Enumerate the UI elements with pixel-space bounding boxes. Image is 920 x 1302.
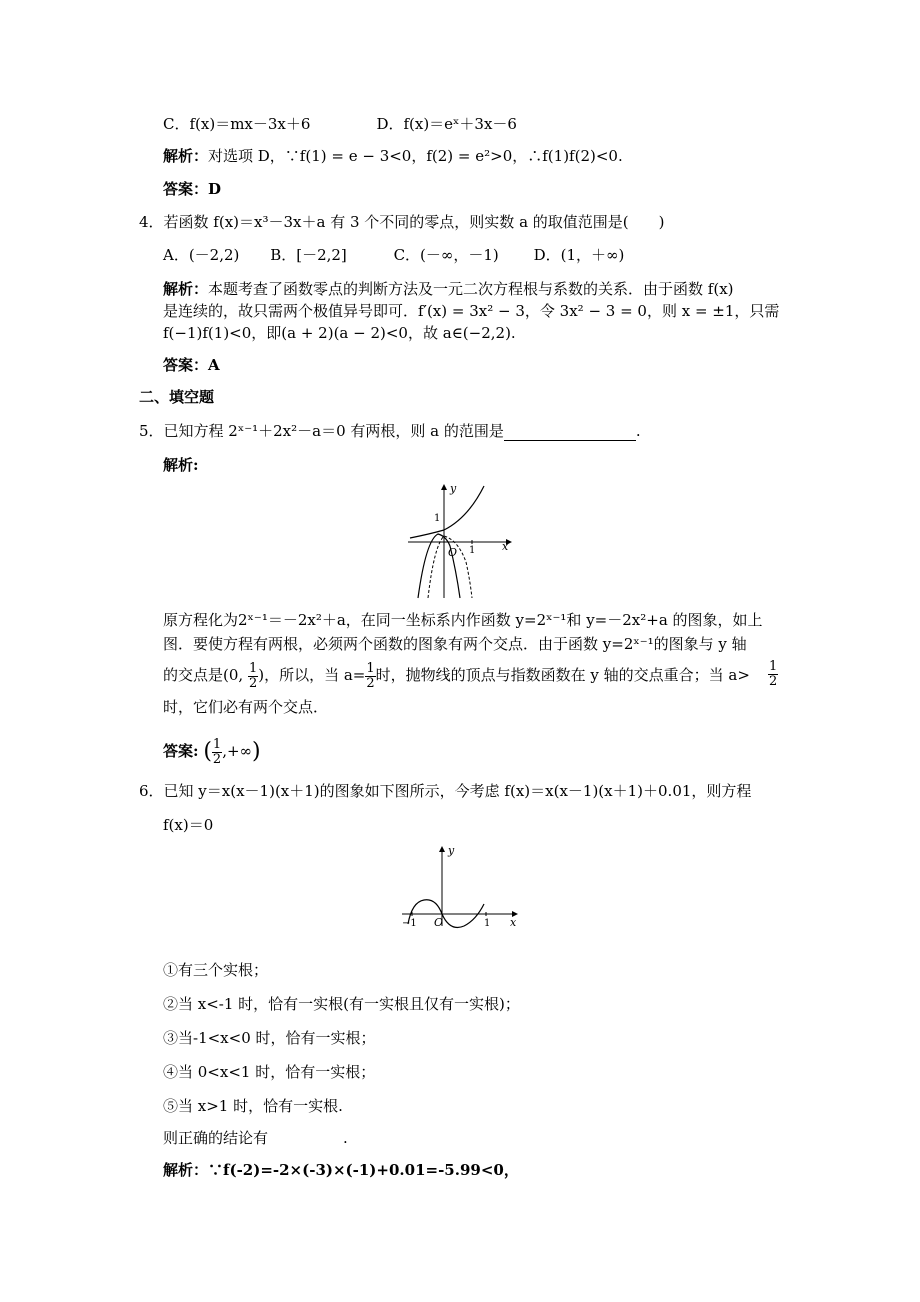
q6-analysis-text: ∵f(-2)=-2×(-3)×(-1)+0.01=-5.99<0， [208,1161,519,1179]
q6-y-label: y [448,844,455,857]
q5-stem-text: 5．已知方程 2ˣ⁻¹＋2x²－a＝0 有两根，则 a 的范围是 [139,422,504,440]
q6-item-5: ⑤当 x>1 时，恰有一实根. [163,1097,343,1115]
q4-analysis-line-1 [163,279,734,299]
q5-frac-num-3: 1 [769,659,778,674]
q5-answer-fraction [212,738,222,767]
q6-stem-line-2: f(x)＝0 [163,816,214,834]
q5-answer-blank [504,424,636,441]
q5-origin-label: O [448,546,458,559]
q4-answer [163,355,220,375]
q5-answer-frac-den: 2 [212,751,222,767]
section-heading: 二、填空题 [139,388,215,406]
q5-tick-one-y: 1 [434,513,441,524]
q4-option-c: C．(－∞，－1) [393,246,499,264]
q5-body-line-1: 原方程化为2ˣ⁻¹＝－2x²＋a，在同一坐标系内作函数 y=2ˣ⁻¹和 y=－2x²+a 的图象，如上 [163,611,763,629]
q5-frac-num-2: 1 [366,660,375,676]
q3-answer-label: 答案： [163,180,209,198]
q5-answer-frac-num: 1 [212,736,222,752]
q5-answer-label: 答案: [163,742,199,760]
q5-frac-den-3: 2 [769,674,778,689]
q5-y-label: y [450,482,457,495]
q4-analysis-line-3: f(−1)f(1)<0，即(a + 2)(a − 2)<0，故 a∈(−2,2). [163,324,516,342]
q5-stem-end: . [635,422,641,440]
q5-body-3c: 时，抛物线的顶点与指数函数在 y 轴的交点重合；当 a> [375,666,750,684]
q6-item-3: ③当-1<x<0 时，恰有一实根； [163,1029,376,1047]
q3-analysis-label: 解析： [163,147,209,165]
q5-body-line-2: 图．要使方程有两根，必须两个函数的图象有两个交点．由于函数 y=2ˣ⁻¹的图象与 y 轴 [163,635,747,653]
q5-x-label: x [502,540,509,553]
q4-answer-label: 答案： [163,356,209,374]
q5-frac-den-1: 2 [248,675,258,691]
q4-analysis-label: 解析： [163,280,209,298]
q5-answer-open-paren: ( [203,739,212,764]
q5-exponential-curve [410,486,484,538]
q5-body-line-3 [163,658,750,692]
q6-x-label: x [510,916,517,929]
q4-option-b: B．[－2,2] [270,246,347,264]
q6-y-arrow [439,846,445,852]
q5-stem [139,421,641,441]
q5-fraction-1 [248,662,258,691]
q5-tick-one-x-label: 1 [469,545,476,556]
q3-option-c: C．f(x)＝mx－3x＋6 [163,115,311,133]
q6-conclusion: 则正确的结论有 . [163,1129,348,1147]
q4-option-d: D．(1，＋∞) [533,246,625,264]
q5-graph [400,480,518,600]
q5-answer-interval: ,+∞ [222,742,253,760]
q5-body-3a: 的交点是(0, [163,666,244,684]
q5-frac-num-1: 1 [248,660,258,676]
q6-origin-label: O [434,916,444,929]
q3-option-d: D．f(x)＝eˣ＋3x－6 [376,115,517,133]
q4-analysis-line-2: 是连续的，故只需两个极值异号即可．f′(x) = 3x² − 3，令 3x² − 3 = 0，则 x = ±1，只需 [163,302,780,320]
q5-answer [163,736,261,767]
q6-graph [398,842,524,932]
q4-option-a: A．(－2,2) [163,246,240,264]
q3-analysis [163,146,623,166]
q6-analysis [163,1160,519,1180]
q5-body-3b: )，所以，当 a= [258,666,366,684]
q3-analysis-text: 对选项 D，∵f(1) = e − 3<0，f(2) = e²>0，∴f(1)f(2)<0. [208,147,623,165]
q5-fraction-2 [365,662,375,691]
q6-tick-neg1-label: −1 [402,918,417,929]
q3-answer-value: D [208,180,222,198]
q3-option-row [163,114,517,134]
q5-body-line-4: 时，它们必有两个交点． [163,698,329,716]
q6-tick-1-label: 1 [484,918,491,929]
q4-answer-value: A [208,356,220,374]
q5-fraction-3 [768,660,778,689]
q4-stem: 4．若函数 f(x)＝x³－3x＋a 有 3 个不同的零点，则实数 a 的取值范围是( ) [139,213,665,231]
q4-option-row [163,245,624,265]
q5-analysis-label: 解析: [163,456,199,474]
q4-analysis-text-1: 本题考查了函数零点的判断方法及一元二次方程根与系数的关系．由于函数 f(x) [208,280,734,298]
q6-item-2: ②当 x<-1 时，恰有一实根(有一实根且仅有一实根)； [163,995,520,1013]
q6-item-1: ①有三个实根； [163,961,269,979]
q5-y-arrow [441,484,447,490]
q5-answer-close-paren: ) [252,739,261,764]
q6-analysis-label: 解析： [163,1161,209,1179]
q5-frac-den-2: 2 [366,675,375,691]
q3-answer [163,179,221,199]
q6-item-4: ④当 0<x<1 时，恰有一实根； [163,1063,376,1081]
q6-stem-line-1: 6．已知 y＝x(x－1)(x＋1)的图象如下图所示，今考虑 f(x)＝x(x－1)(x＋1)＋0.01，则方程 [139,782,752,800]
